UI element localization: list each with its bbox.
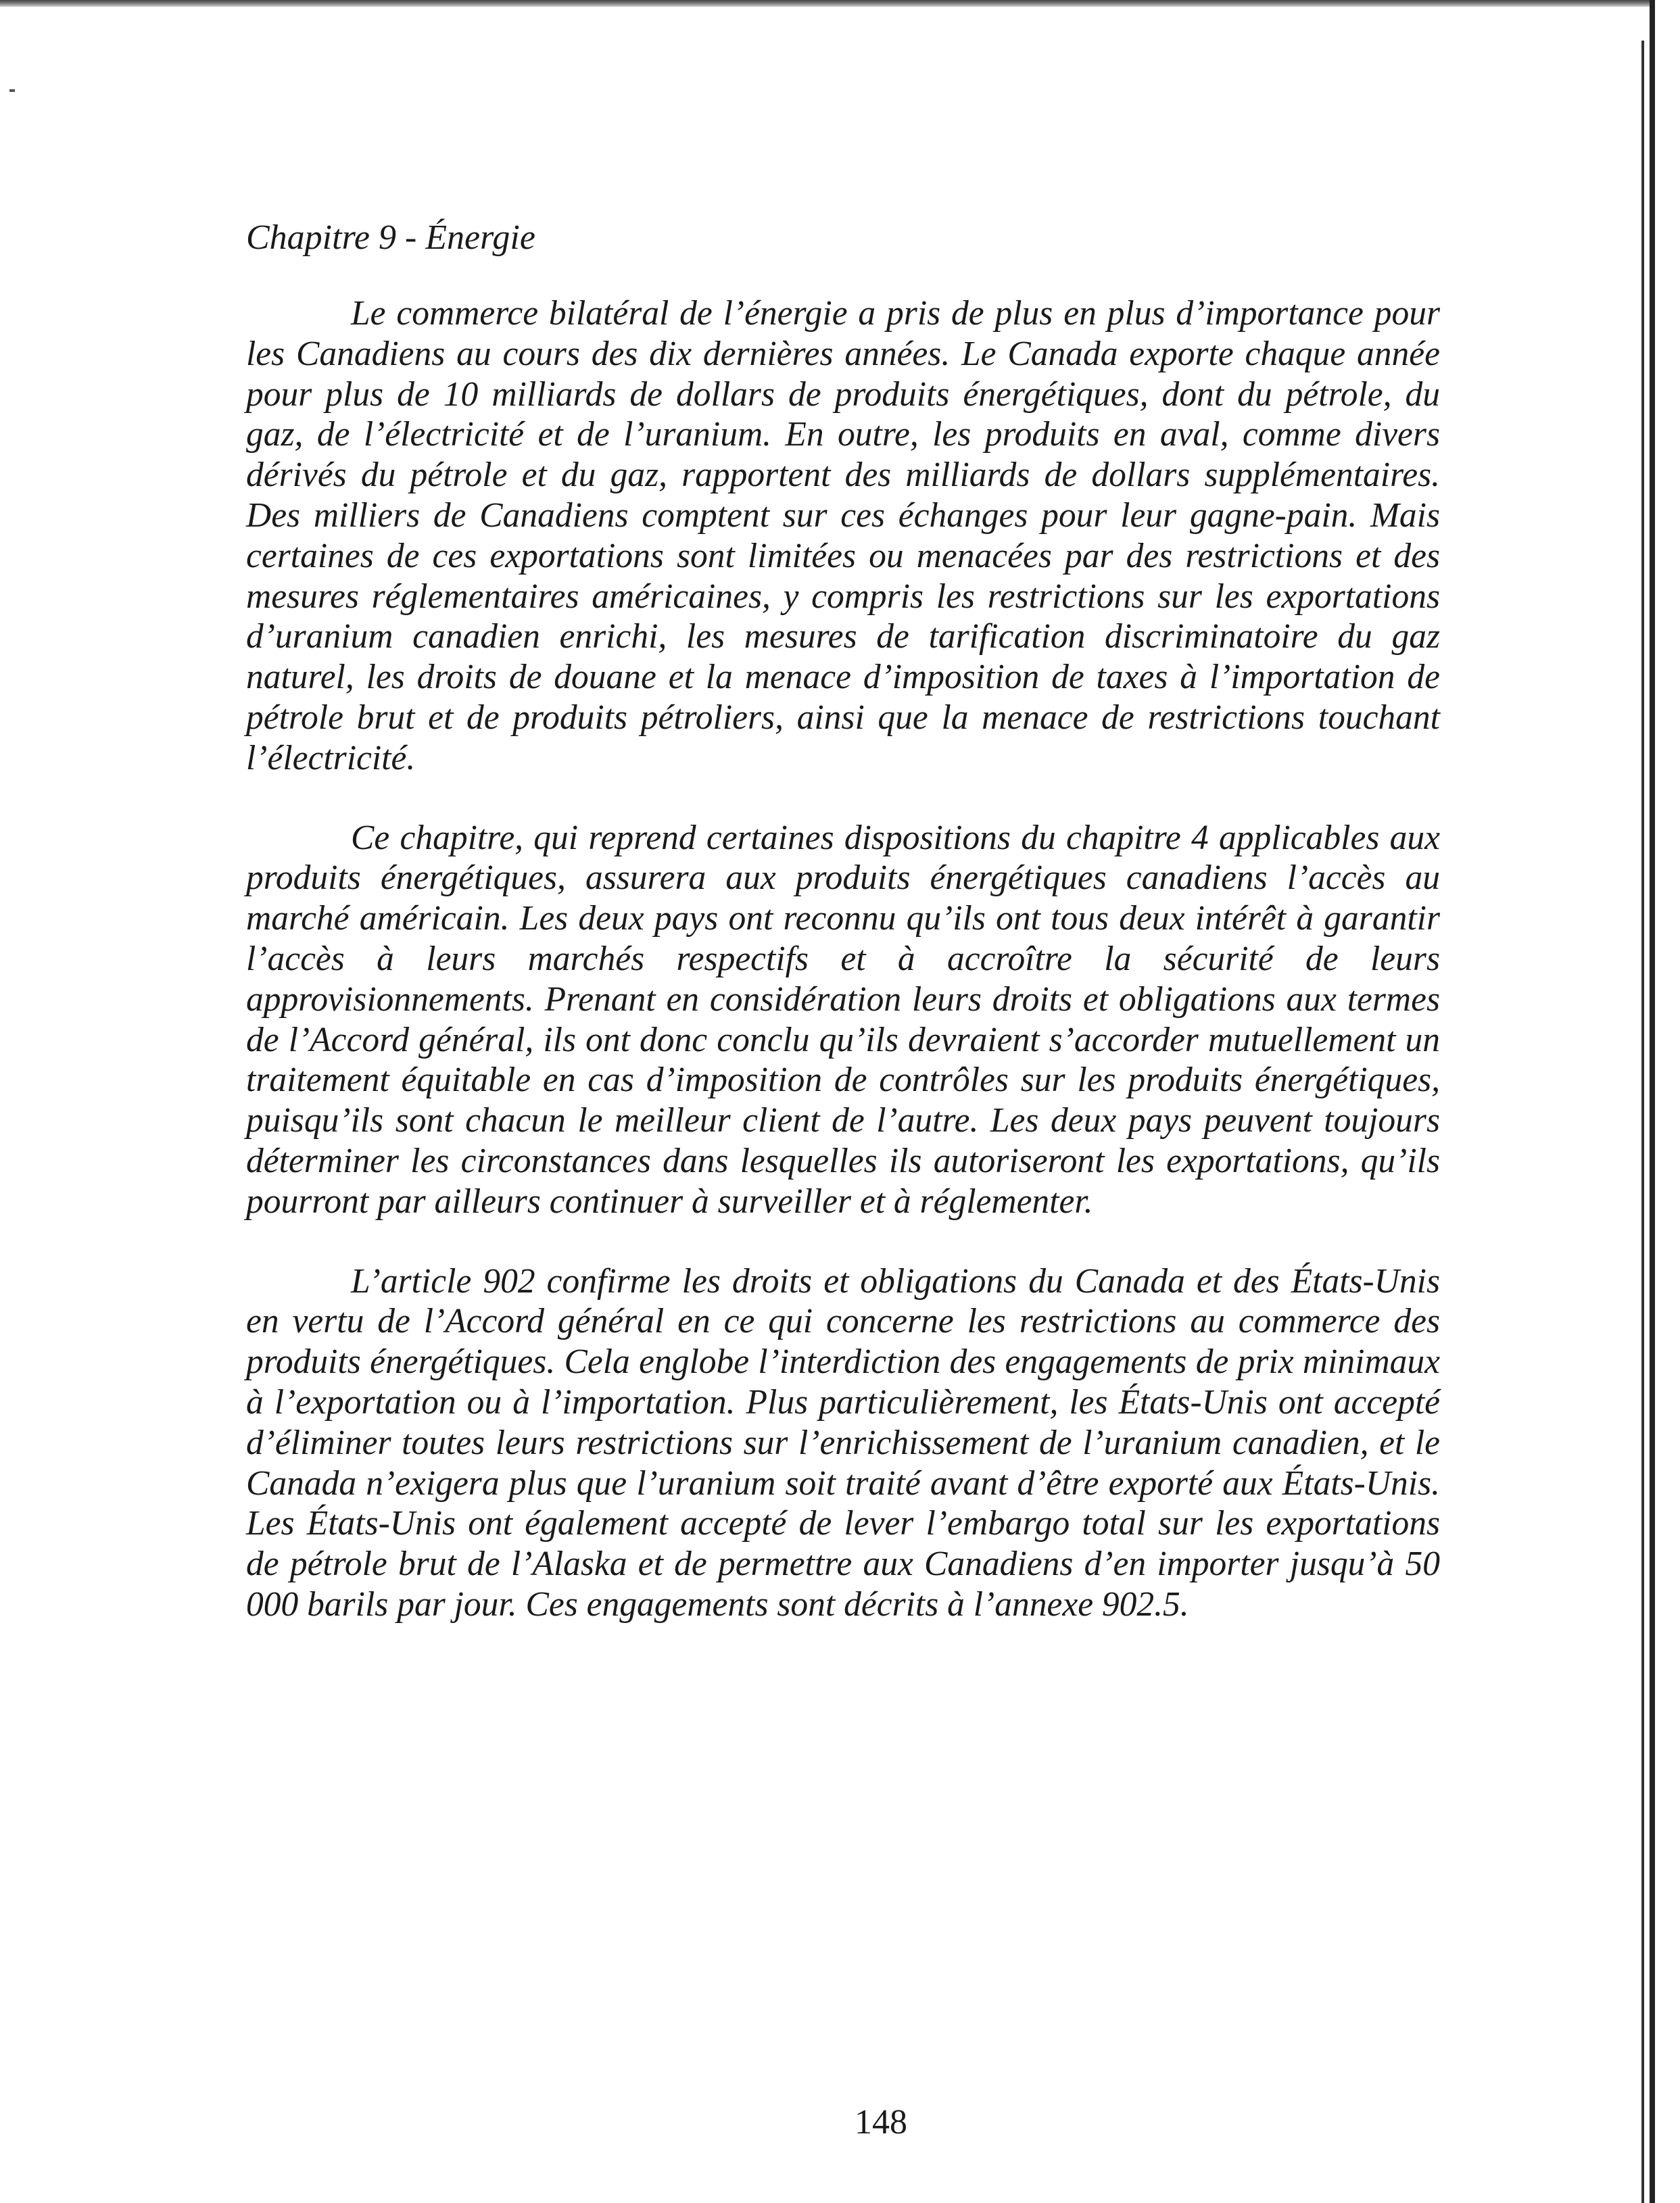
chapter-title: Chapitre 9 - Énergie xyxy=(246,218,535,257)
page-number: 148 xyxy=(855,2103,907,2141)
scan-right-edge-inner xyxy=(1641,41,1644,2203)
paragraph-article-902: L’article 902 confirme les droits et obligations du Canada et des États-Unis en vertu de l’Accord général en ce qui concerne les restrictions au commerce des produits énergétiques. Cela englobe l’interdiction des engagements de prix minimaux à l’exportation ou à l’importation. Plus particulièrement, les États-Unis ont accepté d’éliminer toutes leurs restrictions sur l’enrichissement de l’uranium canadien, et le Canada n’exigera plus que l’uranium soit traité avant d’être exporté aux États-Unis. Les États-Unis ont également accepté de lever l’embargo total sur les exportations de pétrole brut de l’Alaska et de permettre aux Canadiens d’en importer jusqu’à 50 000 barils par jour. Ces engagements sont décrits à l’annexe 902.5. xyxy=(246,1261,1440,1624)
scan-top-edge xyxy=(0,0,1650,7)
scan-right-edge xyxy=(1650,0,1655,2203)
paragraph-market-access: Ce chapitre, qui reprend certaines dispositions du chapitre 4 applicables aux produits énergétiques, assurera aux produits énergétiques canadiens l’accès au marché américain. Les deux pays ont reconnu qu’ils ont tous deux intérêt à garantir l’accès à leurs marchés respectifs et à accroître la sécurité de leurs approvisionnements. Prenant en considération leurs droits et obligations aux termes de l’Accord général, ils ont donc conclu qu’ils devraient s’accorder mutuellement un traitement équitable en cas d’imposition de contrôles sur les produits énergétiques, puisqu’ils sont chacun le meilleur client de l’autre. Les deux pays peuvent toujours déterminer les circonstances dans lesquelles ils autoriseront les exportations, qu’ils pourront par ailleurs continuer à surveiller et à réglementer. xyxy=(246,818,1440,1221)
scan-speck xyxy=(9,89,15,92)
paragraph-energy-trade: Le commerce bilatéral de l’énergie a pris de plus en plus d’importance pour les Canadiens au cours des dix dernières années. Le Canada exporte chaque année pour plus de 10 milliards de dollars de produits énergétiques, dont du pétrole, du gaz, de l’électricité et de l’uranium. En outre, les produits en aval, comme divers dérivés du pétrole et du gaz, rapportent des milliards de dollars supplémentaires. Des milliers de Canadiens comptent sur ces échanges pour leur gagne-pain. Mais certaines de ces exportations sont limitées ou menacées par des restrictions et des mesures réglementaires américaines, y compris les restrictions sur les exportations d’uranium canadien enrichi, les mesures de tarification discriminatoire du gaz naturel, les droits de douane et la menace d’imposition de taxes à l’importation de pétrole brut et de produits pétroliers, ainsi que la menace de restrictions touchant l’électricité. xyxy=(246,294,1440,777)
page-content xyxy=(246,216,1440,1664)
